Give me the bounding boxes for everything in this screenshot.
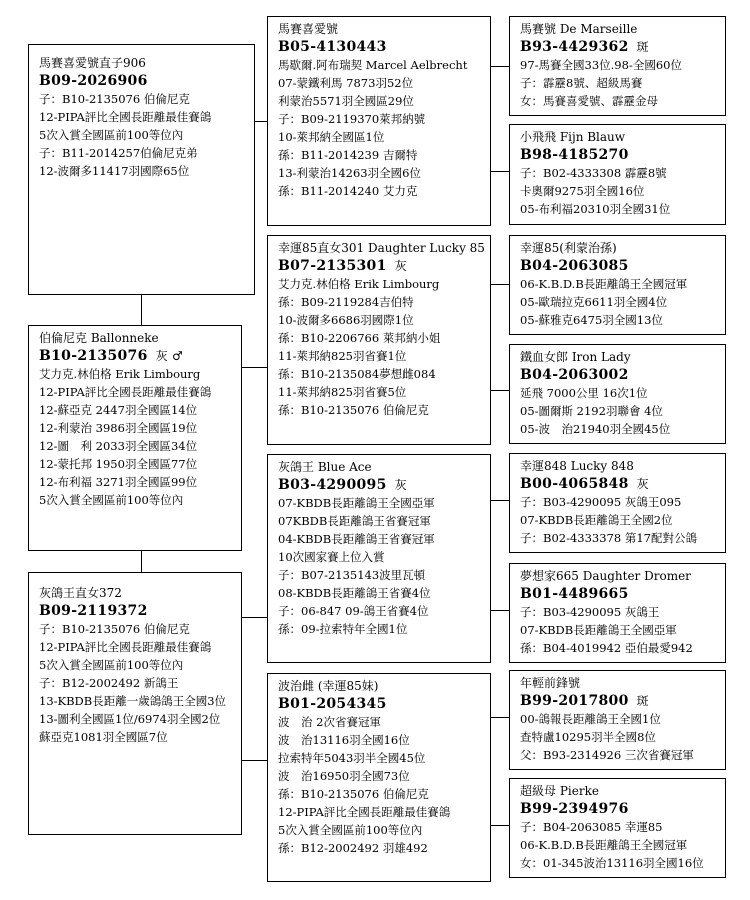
ring-number: B93-4429362 斑 xyxy=(520,39,649,55)
info-line: 05-圖爾斯 2192羽聯會 4位 xyxy=(520,404,663,418)
info-line: 蘇亞克1081羽全國區7位 xyxy=(39,730,168,744)
bird-name: 超級母 Pierke xyxy=(520,784,599,798)
pedigree-box-ggp8 xyxy=(509,778,726,878)
info-line: 孫：B04-4019942 亞伯最愛942 xyxy=(520,641,693,655)
info-line: 12-PIPA評比全國長距離最佳賽鴿 xyxy=(278,805,451,819)
info-line: 子：B04-2063085 幸運85 xyxy=(520,820,663,834)
bird-name: 馬賽喜愛號 xyxy=(278,22,339,36)
pedigree-box-sire-side xyxy=(28,44,255,295)
bird-name: 小飛飛 Fijn Blauw xyxy=(520,130,626,144)
info-line: 孫：B10-2206766 萊邦納小姐 xyxy=(278,331,441,345)
bird-name: 幸運85直女301 Daughter Lucky 85 xyxy=(278,241,485,255)
connector-p1-p2 xyxy=(141,294,142,326)
info-line: 10-波爾多6686羽國際1位 xyxy=(278,313,414,327)
ring-number: B99-2017800 斑 xyxy=(520,693,649,709)
color-mark: 斑 xyxy=(636,40,649,54)
info-line: 10次國家賽上位入賞 xyxy=(278,550,385,564)
info-line: 08-KBDB長距離鴿王省賽4位 xyxy=(278,586,431,600)
info-line: 艾力克.林伯格 Erik Limbourg xyxy=(39,367,201,381)
info-line: 子：B07-2135143波里瓦頓 xyxy=(278,568,426,582)
info-line: 12-布利福 3271羽全國區99位 xyxy=(39,475,198,489)
ring-number: B03-4290095 灰 xyxy=(278,477,407,493)
info-line: 97-馬賽全國33位.98-全國60位 xyxy=(520,58,682,72)
info-line: 12-PIPA評比全國長距離最佳賽鴿 xyxy=(39,385,212,399)
info-line: 06-K.B.D.B長距離鴿王全國冠軍 xyxy=(520,838,688,852)
color-mark: 灰 xyxy=(636,477,649,491)
info-line: 子：B11-2014257伯倫尼克弟 xyxy=(39,146,198,160)
pedigree-box-ggp5 xyxy=(509,453,726,553)
ring-number: B00-4065848 灰 xyxy=(520,476,649,492)
info-line: 12-波爾多11417羽國際65位 xyxy=(39,164,190,178)
pedigree-box-ggp3 xyxy=(509,235,726,335)
bird-name: 夢想家665 Daughter Dromer xyxy=(520,569,691,583)
bird-name: 幸運85(利蒙治孫) xyxy=(520,241,617,255)
pedigree-box-subject xyxy=(28,325,242,551)
info-line: 孫：B09-2119284吉伯特 xyxy=(278,295,414,309)
info-line: 子：06-847 09-鴿王省賽4位 xyxy=(278,604,429,618)
info-line: 子：B12-2002492 新鴿王 xyxy=(39,676,179,690)
ring-number: B04-2063085 xyxy=(520,258,629,274)
info-line: 05-布利福20310羽全國31位 xyxy=(520,202,671,216)
pedigree-box-ggp7 xyxy=(509,670,726,770)
info-line: 07-KBDB長距離鴿王全國2位 xyxy=(520,513,673,527)
info-line: 5次入賞全國區前100等位內 xyxy=(39,493,184,507)
info-line: 子：B02-4333308 霹靂8號 xyxy=(520,166,667,180)
ring-number: B09-2119372 xyxy=(39,603,148,619)
pedigree-box-gp2 xyxy=(267,235,491,445)
info-line: 00-鴿報長距離鴿王全國1位 xyxy=(520,712,661,726)
pedigree-box-ggp6 xyxy=(509,563,726,663)
info-line: 波 治16950羽全國73位 xyxy=(278,769,410,783)
info-line: 10-萊邦納全國區1位 xyxy=(278,130,385,144)
info-line: 11-萊邦納825羽省賽1位 xyxy=(278,349,407,363)
info-line: 波 治13116羽全國16位 xyxy=(278,733,410,747)
info-line: 12-PIPA評比全國長距離最佳賽鴿 xyxy=(39,640,212,654)
info-line: 女：馬賽喜愛號、霹靂金母 xyxy=(520,94,658,108)
pedigree-box-ggp1 xyxy=(509,16,726,116)
info-line: 女：01-345波治13116羽全國16位 xyxy=(520,856,704,870)
info-line: 13-圖利全國區1位/6974羽全國2位 xyxy=(39,712,221,726)
bird-name: 灰鴿王直女372 xyxy=(39,586,122,600)
ring-number: B07-2135301 灰 xyxy=(278,258,407,274)
info-line: 孫：B10-2135076 伯倫尼克 xyxy=(278,403,429,417)
info-line: 07-KBDB長距離鴿王全國亞軍 xyxy=(278,496,435,510)
connector-p3-g3 xyxy=(241,617,268,618)
info-line: 13-利蒙治14263羽全國6位 xyxy=(278,166,421,180)
info-line: 利蒙治5571羽全國區29位 xyxy=(278,94,414,108)
ring-number: B99-2394976 xyxy=(520,801,629,817)
info-line: 5次入賞全國區前100等位內 xyxy=(39,128,184,142)
connector-g4-gg8 xyxy=(490,825,510,826)
info-line: 拉索特年5043羽半全國45位 xyxy=(278,751,426,765)
info-line: 查特盧10295羽半全國8位 xyxy=(520,730,656,744)
connector-p2-g2 xyxy=(241,367,268,368)
connector-g2-gg4 xyxy=(490,390,510,391)
bird-name: 馬賽號 De Marseille xyxy=(520,22,638,36)
info-line: 波 治 2次省賽冠軍 xyxy=(278,715,381,729)
color-mark: 斑 xyxy=(636,694,649,708)
connector-g1-gg1 xyxy=(490,66,510,67)
pedigree-box-dam-side xyxy=(28,572,242,835)
info-line: 07-蒙鐵利馬 7873羽52位 xyxy=(278,76,414,90)
pedigree-box-gp4 xyxy=(267,673,491,882)
ring-number: B09-2026906 xyxy=(39,73,148,89)
info-line: 孫：B10-2135084夢想雌084 xyxy=(278,367,436,381)
ring-number: B05-4130443 xyxy=(278,39,387,55)
info-line: 艾力克.林伯格 Erik Limbourg xyxy=(278,277,440,291)
info-line: 12-PIPA評比全國長距離最佳賽鴿 xyxy=(39,110,212,124)
info-line: 05-波 治21940羽全國45位 xyxy=(520,422,671,436)
connector-p2-p3 xyxy=(141,550,142,573)
info-line: 孫：09-拉索特年全國1位 xyxy=(278,622,408,636)
info-line: 子：B03-4290095 灰鴿王095 xyxy=(520,495,682,509)
info-line: 子：B02-4333378 第17配對公鴿 xyxy=(520,531,697,545)
pedigree-box-ggp4 xyxy=(509,344,726,444)
bird-name: 幸運848 Lucky 848 xyxy=(520,459,634,473)
info-line: 子：B03-4290095 灰鴿王 xyxy=(520,605,660,619)
bird-name: 灰鴿王 Blue Ace xyxy=(278,460,372,474)
connector-p1-g1 xyxy=(254,121,268,122)
info-line: 13-KBDB長距離一歲鴿鴿王全國3位 xyxy=(39,694,227,708)
info-line: 11-萊邦納825羽省賽5位 xyxy=(278,385,407,399)
info-line: 04-KBDB長距離鴿王省賽冠軍 xyxy=(278,532,435,546)
info-line: 05-歐瑞拉克6611羽全國4位 xyxy=(520,295,668,309)
info-line: 孫：B10-2135076 伯倫尼克 xyxy=(278,787,429,801)
info-line: 12-蘇亞克 2447羽全國區14位 xyxy=(39,403,198,417)
color-sex-mark: 灰 ♂ xyxy=(155,349,184,363)
pedigree-box-gp3 xyxy=(267,454,491,663)
ring-number: B10-2135076 灰 ♂ xyxy=(39,348,184,364)
connector-g2-gg3 xyxy=(490,284,510,285)
color-mark: 灰 xyxy=(394,259,407,273)
pedigree-box-ggp2 xyxy=(509,124,726,225)
info-line: 子：B10-2135076 伯倫尼克 xyxy=(39,92,190,106)
info-line: 子：B09-2119370萊邦納號 xyxy=(278,112,426,126)
info-line: 07-KBDB長距離鴿王全國亞軍 xyxy=(520,623,677,637)
info-line: 5次入賞全國區前100等位內 xyxy=(39,658,184,672)
bird-name: 馬賽喜愛號直子906 xyxy=(39,56,146,70)
connector-g3-gg6 xyxy=(490,610,510,611)
info-line: 12-圖 利 2033羽全國區34位 xyxy=(39,439,198,453)
info-line: 5次入賞全國區前100等位內 xyxy=(278,823,423,837)
info-line: 馬歇爾.阿布瑞契 Marcel Aelbrecht xyxy=(278,58,468,72)
info-line: 05-蘇雅克6475羽全國13位 xyxy=(520,313,663,327)
bird-name: 鐵血女郎 Iron Lady xyxy=(520,350,631,364)
ring-number: B98-4185270 xyxy=(520,147,629,163)
ring-number: B01-4489665 xyxy=(520,586,629,602)
info-line: 06-K.B.D.B長距離鴿王全國冠軍 xyxy=(520,277,688,291)
connector-g3-gg5 xyxy=(490,500,510,501)
info-line: 孫：B11-2014240 艾力克 xyxy=(278,184,418,198)
pedigree-box-gp1 xyxy=(267,16,491,226)
bird-name: 伯倫尼克 Ballonneke xyxy=(39,331,159,345)
ring-number: B01-2054345 xyxy=(278,696,387,712)
info-line: 子：霹靂8號、超級馬賽 xyxy=(520,76,643,90)
connector-g4-gg7 xyxy=(490,717,510,718)
info-line: 12-利蒙治 3986羽全國區19位 xyxy=(39,421,198,435)
info-line: 延飛 7000公里 16次1位 xyxy=(520,386,648,400)
info-line: 卡奧爾9275羽全國16位 xyxy=(520,184,645,198)
info-line: 07KBDB長距離鴿王省賽冠軍 xyxy=(278,514,431,528)
bird-name: 年輕前鋒號 xyxy=(520,676,581,690)
connector-p3-g4 xyxy=(241,760,268,761)
info-line: 孫：B11-2014239 吉爾特 xyxy=(278,148,418,162)
info-line: 12-蒙托邦 1950羽全國區77位 xyxy=(39,457,198,471)
info-line: 子：B10-2135076 伯倫尼克 xyxy=(39,622,190,636)
color-mark: 灰 xyxy=(394,478,407,492)
info-line: 孫：B12-2002492 羽雄492 xyxy=(278,841,428,855)
ring-number: B04-2063002 xyxy=(520,367,629,383)
bird-name: 波治雌 (幸運85妹) xyxy=(278,679,379,693)
connector-g1-gg2 xyxy=(490,171,510,172)
info-line: 父：B93-2314926 三次省賽冠軍 xyxy=(520,748,694,762)
